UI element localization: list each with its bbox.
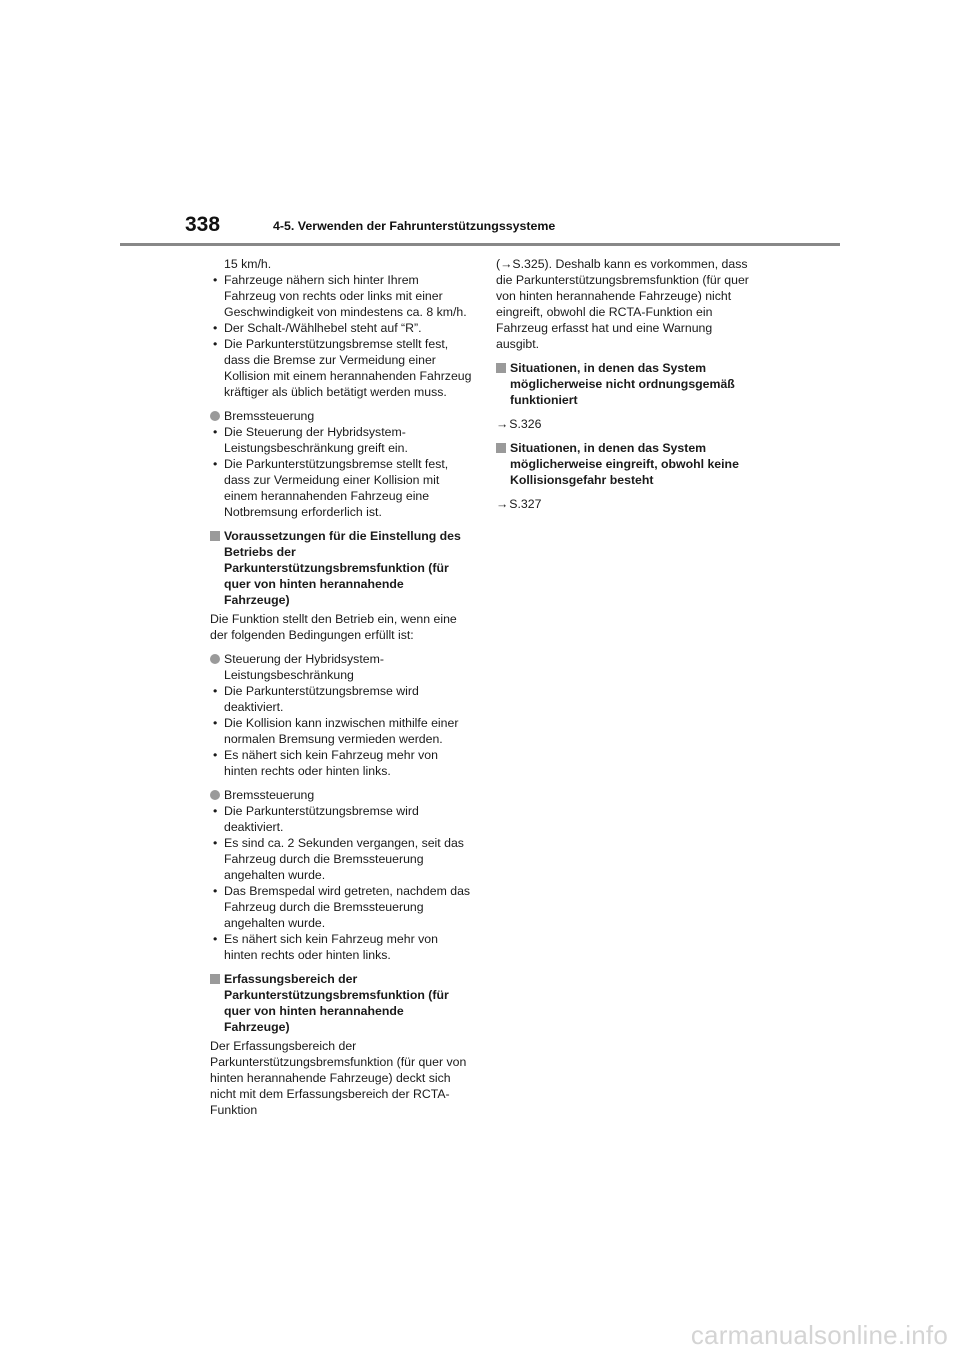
list-item: • Die Steuerung der Hybridsystem-Leistungsbeschränkung greift ein. xyxy=(213,425,408,455)
section-title: 4-5. Verwenden der Fahrunterstützungssysteme xyxy=(273,219,556,233)
square-bullet-icon xyxy=(496,363,506,373)
list-item: • Die Parkunterstützungsbremse wird deaktiviert. xyxy=(213,684,419,714)
section-heading: Situationen, in denen das System möglicherweise nicht ordnungsgemäß funktioniert xyxy=(496,360,758,408)
list-item: • Die Parkunterstützungsbremse wird deaktiviert. xyxy=(213,804,419,834)
circle-bullet-icon xyxy=(210,790,220,800)
left-column xyxy=(210,256,472,1118)
group-title: Bremssteuerung xyxy=(210,408,472,424)
bullet-icon: • xyxy=(213,321,218,335)
section-heading: Situationen, in denen das System möglicherweise eingreift, obwohl keine Kollisionsgefahr besteht xyxy=(496,440,758,488)
paragraph: (→S.325). Deshalb kann es vorkommen, dass die Parkunterstützungsbremsfunktion (für quer von hinten herannahende Fahrzeuge) nicht eingreift, obwohl die RCTA-Funktion ein Fahrzeug erfasst hat und eine Warnung ausgibt. xyxy=(496,257,749,351)
page-reference[interactable]: →S.326 xyxy=(496,417,542,431)
bullet-icon: • xyxy=(213,684,218,698)
group-title: Steuerung der Hybridsystem-Leistungsbeschränkung xyxy=(210,651,472,683)
right-column xyxy=(496,256,758,512)
bullet-icon: • xyxy=(213,337,218,351)
arrow-right-icon: → xyxy=(496,417,509,431)
list-item: • Es nähert sich kein Fahrzeug mehr von hinten rechts oder hinten links. xyxy=(213,932,438,962)
page-number: 338 xyxy=(185,213,221,236)
page-reference[interactable]: →S.327 xyxy=(496,497,542,511)
bullet-icon: • xyxy=(213,804,218,818)
bullet-icon: • xyxy=(213,748,218,762)
list-item: • Es sind ca. 2 Sekunden vergangen, seit das Fahrzeug durch die Bremssteuerung angehalten wurde. xyxy=(213,836,464,882)
bullet-icon: • xyxy=(213,836,218,850)
bullet-icon: • xyxy=(213,932,218,946)
square-bullet-icon xyxy=(496,443,506,453)
bullet-icon: • xyxy=(213,716,218,730)
continued-speed-text: 15 km/h. xyxy=(224,257,272,271)
paragraph: Der Erfassungsbereich der Parkunterstützungsbremsfunktion (für quer von hinten herannahende Fahrzeuge) deckt sich nicht mit dem Erfassungsbereich der RCTA-Funktion xyxy=(210,1039,467,1117)
section-heading: Erfassungsbereich der Parkunterstützungsbremsfunktion (für quer von hinten herannahende Fahrzeuge) xyxy=(210,971,472,1035)
arrow-right-icon: → xyxy=(496,497,509,511)
paragraph: Die Funktion stellt den Betrieb ein, wenn eine der folgenden Bedingungen erfüllt ist: xyxy=(210,612,457,642)
bullet-icon: • xyxy=(213,273,218,287)
circle-bullet-icon xyxy=(210,411,220,421)
list-item: • Die Kollision kann inzwischen mithilfe einer normalen Bremsung vermieden werden. xyxy=(213,716,459,746)
list-item: • Das Bremspedal wird getreten, nachdem das Fahrzeug durch die Bremssteuerung angehalten wurde. xyxy=(213,884,471,930)
list-item: • Es nähert sich kein Fahrzeug mehr von hinten rechts oder hinten links. xyxy=(213,748,438,778)
list-item: • Der Schalt-/Wählhebel steht auf “R”. xyxy=(213,321,422,335)
bullet-icon: • xyxy=(213,425,218,439)
bullet-icon: • xyxy=(213,457,218,471)
list-item: • Die Parkunterstützungsbremse stellt fest, dass zur Vermeidung einer Kollision mit einem herannahenden Fahrzeug eine Notbremsung erforderlich ist. xyxy=(213,457,449,519)
section-heading: Voraussetzungen für die Einstellung des Betriebs der Parkunterstützungsbremsfunktion (für quer von hinten herannahende Fahrzeuge) xyxy=(210,528,472,608)
header-divider xyxy=(120,243,840,246)
bullet-icon: • xyxy=(213,884,218,898)
list-item: • Fahrzeuge nähern sich hinter Ihrem Fahrzeug von rechts oder links mit einer Geschwindigkeit von mindestens ca. 8 km/h. xyxy=(213,273,467,319)
square-bullet-icon xyxy=(210,974,220,984)
circle-bullet-icon xyxy=(210,654,220,664)
group-title: Bremssteuerung xyxy=(210,787,472,803)
watermark: carmanualsonline.info xyxy=(690,1320,948,1350)
list-item: • Die Parkunterstützungsbremse stellt fest, dass die Bremse zur Vermeidung einer Kollision mit einem herannahenden Fahrzeug kräftiger als üblich betätigt werden muss. xyxy=(213,337,472,399)
square-bullet-icon xyxy=(210,531,220,541)
